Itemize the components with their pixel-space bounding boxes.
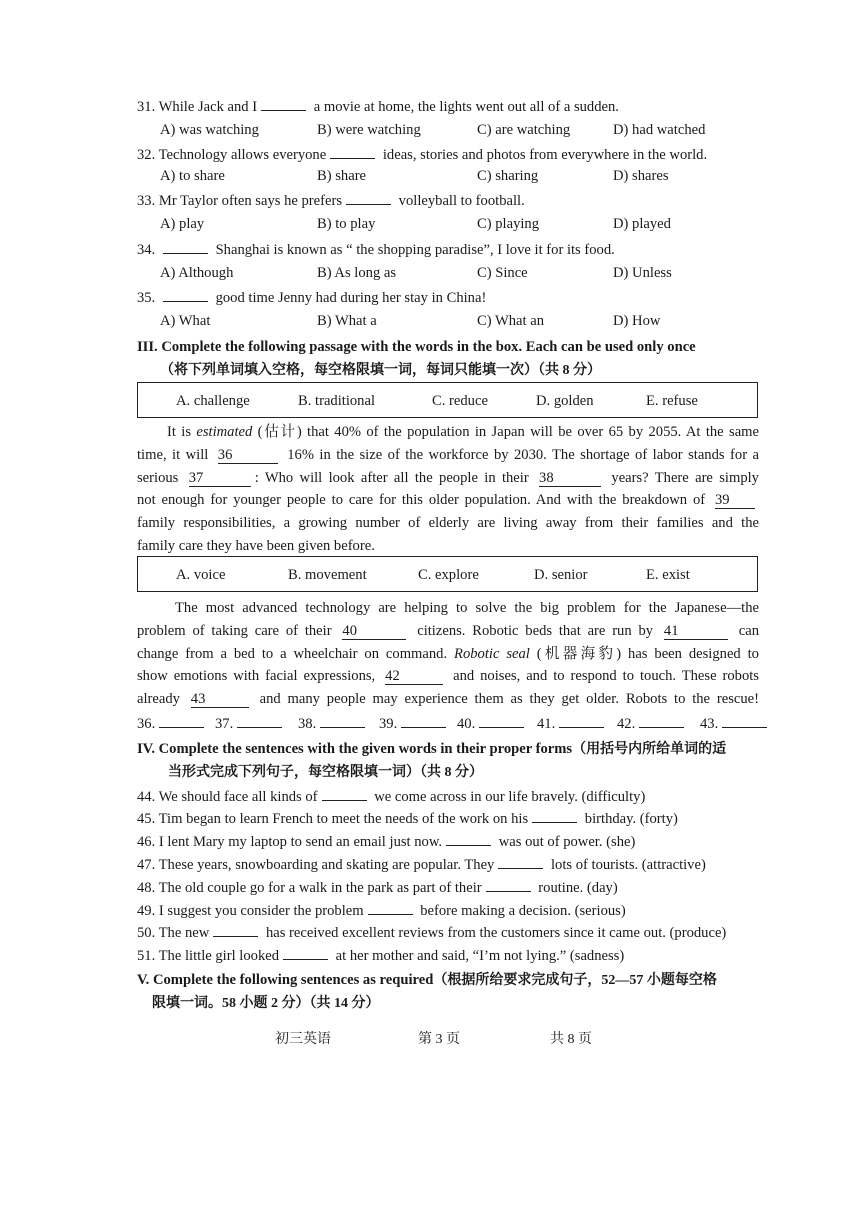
section-3-title: III. Complete the following passage with the words in the box. Each can be used only once — [137, 339, 696, 355]
text: (估计) that 40% of the population in Japan will be over 65 by 2055. At the same — [257, 424, 759, 440]
section-4-subtitle: 当形式完成下列句子，每空格限填一词）（共 8 分） — [168, 765, 483, 780]
option-b[interactable]: B) were watching — [317, 122, 421, 138]
text: not enough for younger people to care for this older population. And with the breakdown of — [137, 492, 706, 509]
answer-label: 41. — [537, 716, 556, 732]
question-47 — [137, 854, 762, 875]
question-text: lots of tourists. (attractive) — [551, 857, 706, 873]
answer-blank[interactable] — [159, 713, 204, 728]
question-text: Technology allows everyone — [158, 147, 327, 163]
answer-blank[interactable] — [320, 713, 365, 728]
text: years? There are simply — [611, 469, 759, 486]
question-51 — [137, 945, 762, 966]
word-option: A. challenge — [176, 393, 250, 409]
question-number: 45. — [137, 811, 156, 827]
option-a[interactable]: A) What — [160, 313, 211, 329]
word-box-2 — [137, 556, 758, 592]
italic-term: estimated — [196, 424, 253, 440]
blank-39[interactable]: 39 — [715, 492, 755, 509]
section-5-title — [137, 970, 717, 991]
question-text: While Jack and I — [158, 99, 258, 115]
question-34 — [137, 239, 762, 260]
passage-line: family care they have been given before. — [137, 537, 375, 554]
blank-43[interactable]: 43 — [191, 691, 249, 708]
options-33 — [160, 214, 760, 234]
answer-blank[interactable] — [446, 831, 491, 846]
question-31 — [137, 96, 762, 117]
section-title-cn: （用括号内所给单词的适 — [572, 742, 727, 757]
question-text: has received excellent reviews from the customers since it came out. (produce) — [265, 925, 727, 941]
answer-blank[interactable] — [559, 713, 604, 728]
question-number: 50. — [137, 925, 156, 941]
text: citizens. Robotic beds that are run by — [417, 622, 654, 639]
passage-line — [137, 620, 759, 643]
answer-row — [137, 713, 777, 733]
options-35 — [160, 311, 760, 331]
options-32 — [160, 166, 760, 186]
question-49 — [137, 900, 762, 921]
answer-label: 39. — [379, 716, 398, 732]
question-number: 31. — [137, 99, 156, 115]
answer-blank[interactable] — [722, 713, 767, 728]
passage-line — [137, 643, 759, 666]
question-text: We should face all kinds of — [158, 789, 318, 805]
answer-label: 37. — [215, 716, 234, 732]
question-text: ideas, stories and photos from everywhere in the world. — [382, 147, 708, 163]
question-number: 46. — [137, 834, 156, 850]
question-number: 47. — [137, 857, 156, 873]
options-31 — [160, 120, 760, 140]
text: and noises, and to respond to touch. These robots — [453, 668, 759, 685]
question-number: 35. — [137, 290, 156, 306]
answer-blank[interactable] — [163, 287, 208, 302]
question-text: I lent Mary my laptop to send an email just now. — [158, 834, 443, 850]
option-c[interactable]: C) What an — [477, 313, 545, 329]
option-a[interactable]: A) play — [160, 216, 205, 232]
footer-subject: 初三英语 — [275, 1032, 331, 1047]
question-text: The old couple go for a walk in the park as part of their — [158, 880, 482, 896]
section-5-subtitle: 限填一词。58 小题 2 分）（共 14 分） — [152, 996, 380, 1011]
question-number: 44. — [137, 789, 156, 805]
answer-blank[interactable] — [498, 854, 543, 869]
text: and many people may experience them as they get older. Robots to the rescue! — [259, 691, 759, 708]
text: problem of taking care of their — [137, 622, 332, 639]
word-option: C. explore — [418, 567, 479, 583]
option-b[interactable]: B) What a — [317, 313, 377, 329]
question-44 — [137, 786, 762, 807]
text: 16% in the size of the workforce by 2030. The shortage of labor stands for a — [287, 446, 759, 463]
answer-blank[interactable] — [346, 190, 391, 205]
question-number: 48. — [137, 880, 156, 896]
blank-37[interactable]: 37 — [189, 470, 251, 487]
option-c[interactable]: C) Since — [477, 265, 528, 281]
option-c[interactable]: C) playing — [477, 216, 540, 232]
answer-label: 43. — [700, 716, 719, 732]
option-b[interactable]: B) share — [317, 168, 367, 184]
passage-line — [137, 489, 759, 512]
question-45 — [137, 808, 762, 829]
passage-line — [137, 444, 759, 467]
word-option: E. refuse — [646, 393, 698, 409]
answer-blank[interactable] — [532, 808, 577, 823]
blank-38[interactable]: 38 — [539, 470, 601, 487]
text: time, it will — [137, 446, 209, 463]
question-48 — [137, 877, 762, 898]
question-text: Tim began to learn French to meet the needs of the work on his — [158, 811, 529, 827]
question-35 — [137, 287, 762, 308]
question-text: volleyball to football. — [398, 193, 525, 209]
passage-line: The most advanced technology are helping to solve the big problem for the Japanese—the — [175, 600, 759, 616]
footer-page-number: 第 3 页 — [418, 1032, 460, 1047]
text: : Who will look after all the people in their — [254, 469, 529, 486]
answer-blank[interactable] — [283, 945, 328, 960]
question-46 — [137, 831, 762, 852]
question-text: we come across in our life bravely. (difficulty) — [374, 789, 646, 805]
section-title-en: V. Complete the following sentences as required — [137, 972, 434, 988]
word-option: C. reduce — [432, 393, 488, 409]
question-text: These years, snowboarding and skating are popular. They — [158, 857, 495, 873]
answer-blank[interactable] — [163, 239, 208, 254]
question-text: at her mother and said, “I’m not lying.” (sadness) — [335, 948, 625, 964]
option-d[interactable]: D) Unless — [613, 265, 672, 281]
question-number: 32. — [137, 147, 156, 163]
question-text: The new — [158, 925, 210, 941]
word-option: E. exist — [646, 567, 690, 583]
question-text: was out of power. (she) — [498, 834, 636, 850]
passage-line — [137, 467, 759, 490]
option-d[interactable]: D) had watched — [613, 122, 706, 138]
italic-term: Robotic seal — [454, 645, 530, 662]
section-title-cn: （根据所给要求完成句子，52—57 小题每空格 — [433, 973, 717, 988]
answer-blank[interactable] — [330, 144, 375, 159]
passage-line — [137, 688, 759, 711]
text: already — [137, 691, 180, 708]
word-option: D. senior — [534, 567, 588, 583]
answer-label: 42. — [617, 716, 636, 732]
question-text: Shanghai is known as “ the shopping paradise”, I love it for its food. — [215, 242, 615, 258]
answer-blank[interactable] — [261, 96, 306, 111]
question-number: 33. — [137, 193, 156, 209]
passage-1 — [137, 421, 759, 558]
blank-41[interactable]: 41 — [664, 623, 728, 640]
question-text: birthday. (forty) — [584, 811, 678, 827]
option-c[interactable]: C) sharing — [477, 168, 539, 184]
blank-42[interactable]: 42 — [385, 668, 443, 685]
text: serious — [137, 469, 179, 486]
option-d[interactable]: D) shares — [613, 168, 669, 184]
word-option: B. movement — [288, 567, 367, 583]
option-d[interactable]: D) How — [613, 313, 661, 329]
question-33 — [137, 190, 762, 211]
question-text: before making a decision. (serious) — [420, 903, 626, 919]
question-text: I suggest you consider the problem — [158, 903, 364, 919]
text: (机器海豹) has been designed to — [536, 645, 759, 662]
option-c[interactable]: C) are watching — [477, 122, 571, 138]
text: change from a bed to a wheelchair on command. — [137, 645, 448, 662]
text: It is — [167, 424, 192, 440]
word-option: B. traditional — [298, 393, 376, 409]
section-4-title — [137, 739, 726, 760]
word-option: A. voice — [176, 567, 226, 583]
word-box-1 — [137, 382, 758, 418]
answer-blank[interactable] — [213, 922, 258, 937]
answer-label: 38. — [298, 716, 317, 732]
passage-line: family responsibilities, a growing number of elderly are living away from their families and the — [137, 515, 759, 532]
question-text: The little girl looked — [158, 948, 280, 964]
question-number: 34. — [137, 242, 156, 258]
question-text: good time Jenny had during her stay in China! — [215, 290, 487, 306]
answer-blank[interactable] — [639, 713, 684, 728]
answer-blank[interactable] — [237, 713, 282, 728]
section-title-en: IV. Complete the sentences with the given words in their proper forms — [137, 741, 573, 757]
option-a[interactable]: A) was watching — [160, 122, 259, 138]
question-number: 51. — [137, 948, 156, 964]
passage-line — [137, 421, 759, 444]
option-a[interactable]: A) to share — [160, 168, 225, 184]
word-option: D. golden — [536, 393, 594, 409]
answer-label: 40. — [457, 716, 476, 732]
answer-blank[interactable] — [486, 877, 531, 892]
answer-blank[interactable] — [368, 900, 413, 915]
question-text: Mr Taylor often says he prefers — [158, 193, 343, 209]
option-b[interactable]: B) to play — [317, 216, 376, 232]
option-d[interactable]: D) played — [613, 216, 671, 232]
options-34 — [160, 263, 760, 283]
passage-2 — [137, 597, 759, 711]
passage-line — [137, 665, 759, 688]
text: can — [738, 622, 759, 639]
blank-36[interactable]: 36 — [218, 447, 278, 464]
question-50 — [137, 922, 762, 943]
answer-blank[interactable] — [479, 713, 524, 728]
blank-40[interactable]: 40 — [342, 623, 406, 640]
question-32 — [137, 144, 762, 165]
text: show emotions with facial expressions, — [137, 668, 376, 685]
answer-label: 36. — [137, 716, 156, 732]
option-a[interactable]: A) Although — [160, 265, 234, 281]
question-text: a movie at home, the lights went out all of a sudden. — [313, 99, 619, 115]
question-number: 49. — [137, 903, 156, 919]
footer-total-pages: 共 8 页 — [550, 1032, 592, 1047]
option-b[interactable]: B) As long as — [317, 265, 397, 281]
answer-blank[interactable] — [322, 786, 367, 801]
answer-blank[interactable] — [401, 713, 446, 728]
section-3-subtitle: （将下列单词填入空格，每空格限填一词，每词只能填一次）（共 8 分） — [160, 363, 601, 378]
question-text: routine. (day) — [538, 880, 618, 896]
